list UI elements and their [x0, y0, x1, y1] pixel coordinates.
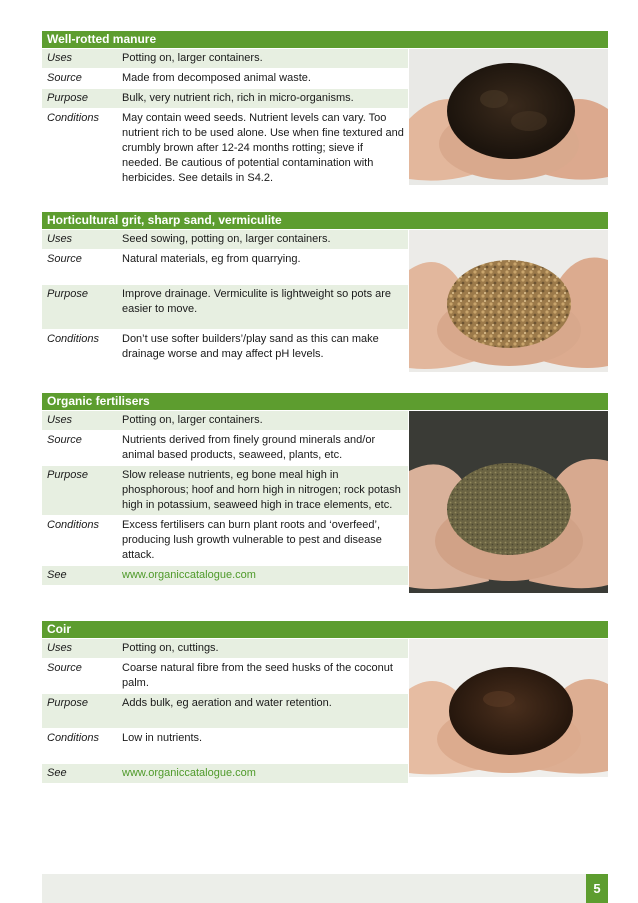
row-label: Source — [42, 431, 117, 466]
page-footer — [42, 874, 608, 903]
row-value: Coarse natural fibre from the seed husks of the coconut palm. — [117, 659, 408, 694]
row-value: Potting on, larger containers. — [117, 49, 408, 69]
info-table — [42, 411, 408, 586]
row-value: Improve drainage. Vermiculite is lightweight so pots are easier to move. — [117, 285, 408, 330]
row-label: Conditions — [42, 109, 117, 189]
row-see — [42, 566, 408, 586]
row-uses — [42, 411, 408, 431]
section-organic-fertilisers — [42, 393, 608, 593]
row-value: Seed sowing, potting on, larger containers. — [117, 230, 408, 250]
row-label: Source — [42, 250, 117, 285]
row-label: Purpose — [42, 285, 117, 330]
row-conditions — [42, 109, 408, 189]
row-value: Made from decomposed animal waste. — [117, 69, 408, 89]
coir-photo — [409, 639, 608, 777]
grit-photo — [409, 230, 608, 372]
row-label: Source — [42, 659, 117, 694]
row-label: Purpose — [42, 89, 117, 109]
row-label: Uses — [42, 49, 117, 69]
manure-photo — [409, 49, 608, 185]
section-title: Horticultural grit, sharp sand, vermiculite — [42, 212, 608, 229]
row-label: See — [42, 566, 117, 586]
info-table — [42, 230, 408, 365]
row-label: Source — [42, 69, 117, 89]
row-uses — [42, 639, 408, 659]
row-conditions — [42, 330, 408, 365]
row-value: May contain weed seeds. Nutrient levels can vary. Too nutrient rich to be used alone. Use when fine textured and crumbly brown after 12-24 months rotting; sieve if needed. Be cautious of potential contamination with herbicides. See details in S4.2. — [117, 109, 408, 189]
row-purpose — [42, 466, 408, 516]
row-label: Conditions — [42, 729, 117, 764]
row-uses — [42, 49, 408, 69]
row-value: Adds bulk, eg aeration and water retention. — [117, 694, 408, 729]
section-title: Organic fertilisers — [42, 393, 608, 410]
row-source — [42, 431, 408, 466]
row-conditions — [42, 729, 408, 764]
row-label: Purpose — [42, 694, 117, 729]
row-source — [42, 659, 408, 694]
row-value: Bulk, very nutrient rich, rich in micro-organisms. — [117, 89, 408, 109]
section-horticultural-grit — [42, 212, 608, 372]
info-table — [42, 49, 408, 189]
row-purpose — [42, 89, 408, 109]
row-purpose — [42, 285, 408, 330]
row-value: Potting on, cuttings. — [117, 639, 408, 659]
section-coir — [42, 621, 608, 777]
row-uses — [42, 230, 408, 250]
section-title: Coir — [42, 621, 608, 638]
page-number: 5 — [586, 874, 608, 903]
row-value: Don’t use softer builders’/play sand as this can make drainage worse and may affect pH levels. — [117, 330, 408, 365]
row-value: Low in nutrients. — [117, 729, 408, 764]
row-source — [42, 250, 408, 285]
fertiliser-photo — [409, 411, 608, 593]
row-label: Uses — [42, 411, 117, 431]
row-purpose — [42, 694, 408, 729]
row-see — [42, 764, 408, 784]
row-label: Uses — [42, 230, 117, 250]
row-conditions — [42, 516, 408, 566]
row-label: Uses — [42, 639, 117, 659]
row-label: See — [42, 764, 117, 784]
info-table — [42, 639, 408, 784]
row-label: Conditions — [42, 516, 117, 566]
row-label: Conditions — [42, 330, 117, 365]
row-source — [42, 69, 408, 89]
row-label: Purpose — [42, 466, 117, 516]
see-link[interactable]: www.organiccatalogue.com — [117, 764, 408, 784]
section-title: Well-rotted manure — [42, 31, 608, 48]
row-value: Potting on, larger containers. — [117, 411, 408, 431]
see-link[interactable]: www.organiccatalogue.com — [117, 566, 408, 586]
row-value: Natural materials, eg from quarrying. — [117, 250, 408, 285]
row-value: Nutrients derived from finely ground minerals and/or animal based products, seaweed, plants, etc. — [117, 431, 408, 466]
section-well-rotted-manure — [42, 31, 608, 185]
row-value: Slow release nutrients, eg bone meal high in phosphorous; hoof and horn high in nitrogen; rock potash high in potassium, seaweed high in trace elements, etc. — [117, 466, 408, 516]
row-value: Excess fertilisers can burn plant roots and ‘overfeed’, producing lush growth vulnerable to pest and disease attack. — [117, 516, 408, 566]
